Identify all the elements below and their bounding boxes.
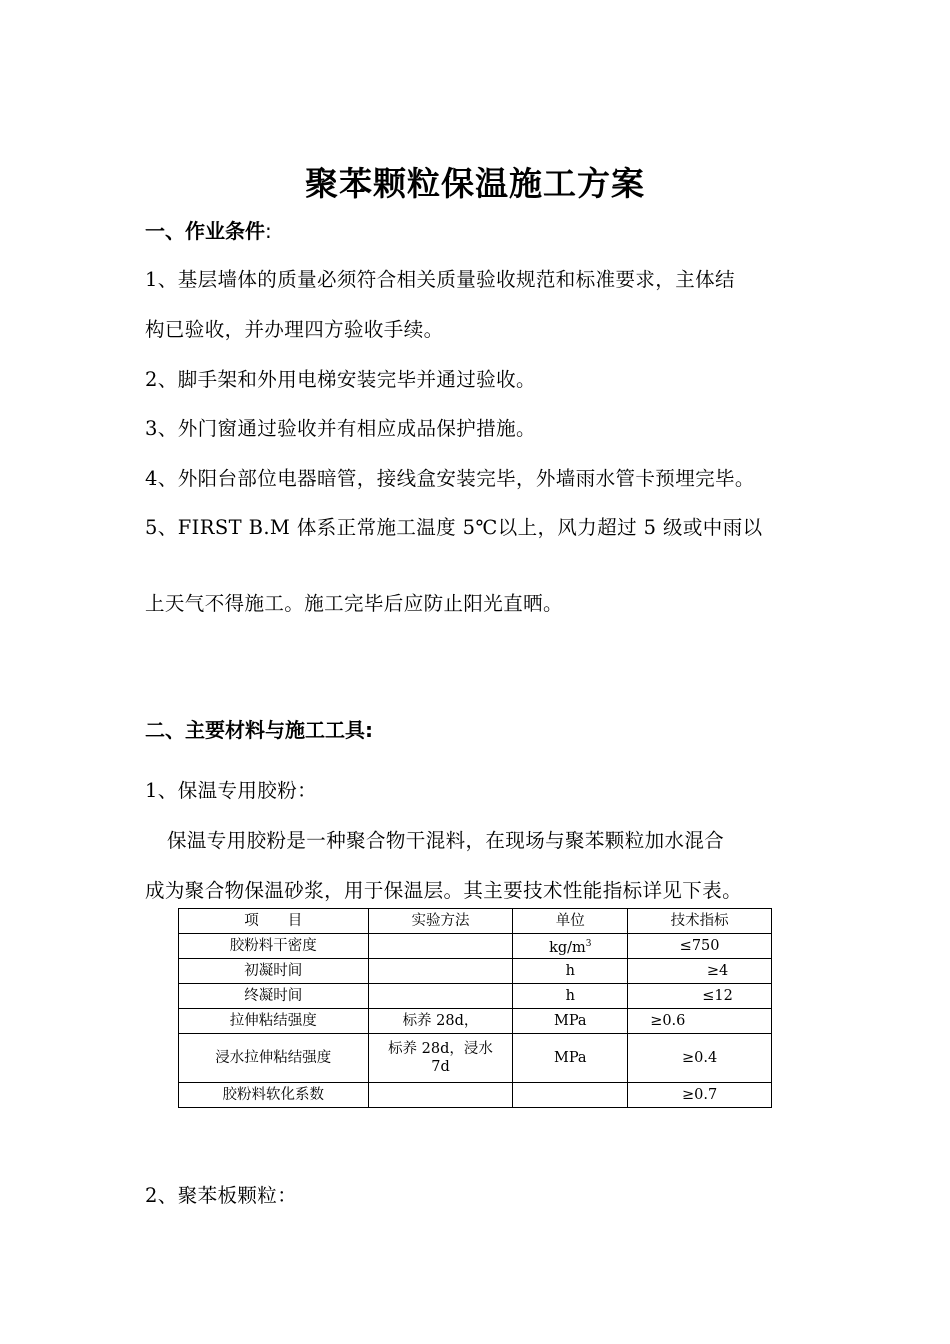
row-spec: ≤750 xyxy=(628,934,772,959)
row-item: 胶粉料软化系数 xyxy=(179,1083,369,1108)
row-spec: ≥0.4 xyxy=(628,1034,772,1083)
row-item: 拉伸粘结强度 xyxy=(179,1009,369,1034)
row-method xyxy=(368,959,513,984)
row-method xyxy=(368,934,513,959)
row-unit: MPa xyxy=(513,1009,628,1034)
glue-powder-para-line-2: 成为聚合物保温砂浆，用于保温层。其主要技术性能指标详见下表。 xyxy=(145,879,743,902)
condition-3: 3、外门窗通过验收并有相应成品保护措施。 xyxy=(145,417,536,440)
condition-5-line-1: 5、FIRST B.M 体系正常施工温度 5℃以上，风力超过 5 级或中雨以 xyxy=(145,516,763,539)
row-item: 胶粉料干密度 xyxy=(179,934,369,959)
header-spec: 技术指标 xyxy=(628,909,772,934)
condition-4: 4、外阳台部位电器暗管，接线盒安装完毕，外墙雨水管卡预埋完毕。 xyxy=(145,467,755,490)
header-unit: 单位 xyxy=(513,909,628,934)
row-unit: h xyxy=(513,959,628,984)
glue-powder-para-line-1: 保温专用胶粉是一种聚合物干混料，在现场与聚苯颗粒加水混合 xyxy=(167,829,725,852)
row-spec: ≥4 xyxy=(628,959,772,984)
row-spec: ≥0.7 xyxy=(628,1083,772,1108)
section-heading-conditions xyxy=(145,215,272,244)
condition-2: 2、脚手架和外用电梯安装完毕并通过验收。 xyxy=(145,368,536,391)
row-item: 初凝时间 xyxy=(179,959,369,984)
header-method: 实验方法 xyxy=(368,909,513,934)
row-unit xyxy=(513,934,628,959)
condition-1-line-2: 构已验收，并办理四方验收手续。 xyxy=(145,318,444,341)
row-unit: h xyxy=(513,984,628,1009)
subsection-title-glue-powder: 1、保温专用胶粉： xyxy=(145,779,318,802)
condition-5-line-2: 上天气不得施工。施工完毕后应防止阳光直晒。 xyxy=(145,592,563,615)
table-row xyxy=(179,1034,772,1083)
row-spec: ≥0.6 xyxy=(628,1009,772,1034)
table-row xyxy=(179,1083,772,1108)
spec-table xyxy=(178,908,772,1108)
table-row xyxy=(179,934,772,959)
table-row xyxy=(179,959,772,984)
row-method xyxy=(368,1083,513,1108)
row-item: 浸水拉伸粘结强度 xyxy=(179,1034,369,1083)
condition-1-line-1: 1、基层墙体的质量必须符合相关质量验收规范和标准要求，主体结 xyxy=(145,268,735,291)
row-item: 终凝时间 xyxy=(179,984,369,1009)
row-method: 标养 28d， xyxy=(368,1009,513,1034)
row-method xyxy=(368,984,513,1009)
row-unit: MPa xyxy=(513,1034,628,1083)
subsection-title-eps-granules: 2、聚苯板颗粒： xyxy=(145,1184,298,1207)
table-row xyxy=(179,1009,772,1034)
row-spec: ≤12 xyxy=(628,984,772,1009)
document-title: 聚苯颗粒保温施工方案 xyxy=(305,164,645,203)
table-header-row xyxy=(179,909,772,934)
unit-text: kg/m xyxy=(549,939,586,956)
section-heading-colon: : xyxy=(265,219,272,243)
section-heading-materials: 二、主要材料与施工工具: xyxy=(145,718,373,742)
unit-superscript: 3 xyxy=(585,939,592,950)
section-heading-text: 一、作业条件 xyxy=(145,219,265,243)
header-item: 项 目 xyxy=(179,909,369,934)
table-row xyxy=(179,984,772,1009)
row-unit xyxy=(513,1083,628,1108)
row-method: 标养 28d，浸水 7d xyxy=(368,1034,513,1083)
